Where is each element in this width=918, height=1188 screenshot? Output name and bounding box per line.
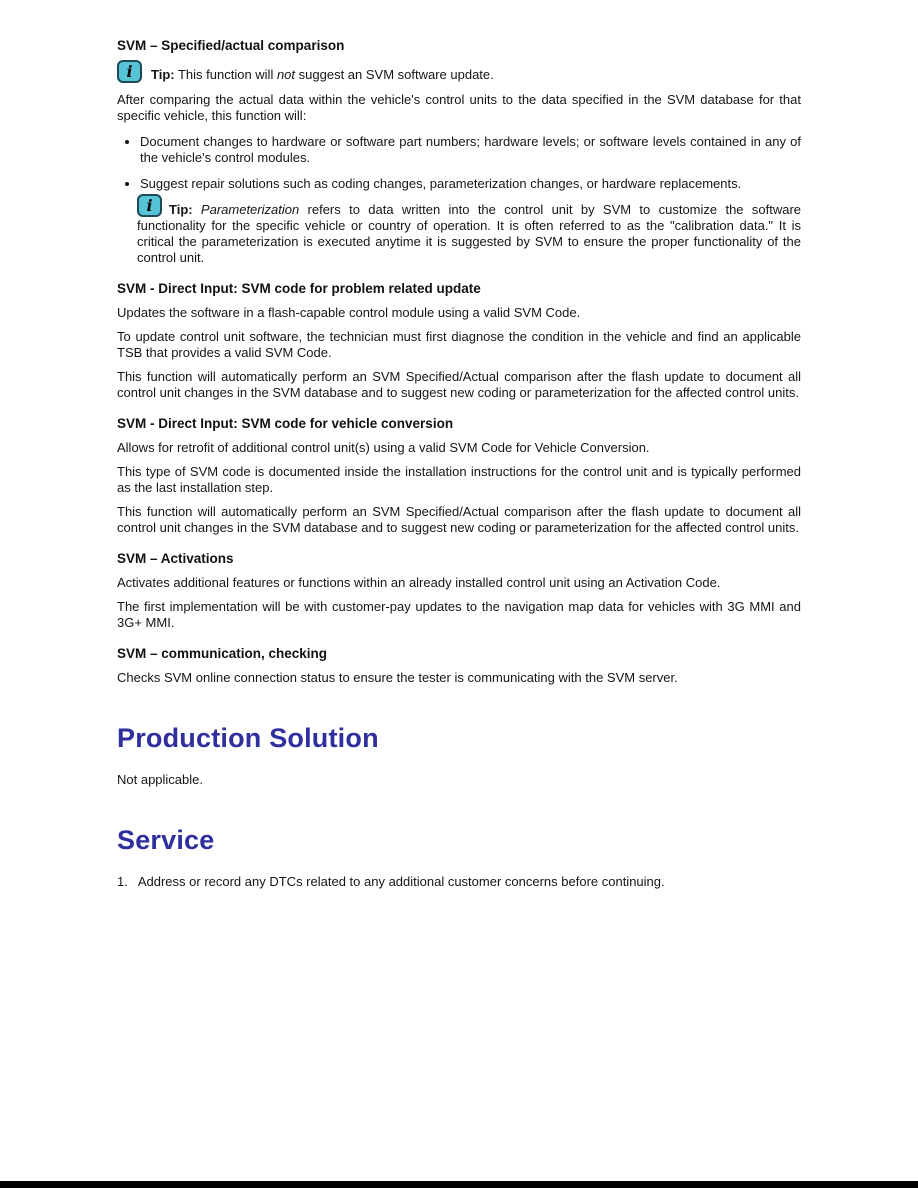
- info-icon: [117, 60, 142, 83]
- tip-text-segment: This function will: [174, 67, 277, 82]
- tip-note-parameterization: [137, 195, 801, 266]
- paragraph-to-update: To update control unit software, the technician must first diagnose the condition in the vehicle and find an applicable TSB that provides a valid SVM Code.: [117, 329, 801, 360]
- info-icon: [137, 194, 162, 217]
- paragraph-updates-software: Updates the software in a flash-capable control module using a valid SVM Code.: [117, 305, 581, 320]
- tip-label: Tip:: [169, 202, 193, 217]
- tip-text-segment: refers to data written into the control unit by SVM to customize the software functionality for the specific vehicle or country of operation. It is often referred to as the "calibration data." It is critical the parameterization is executed anytime it is suggested by SVM to ensure the proper functionality of the control unit.: [137, 202, 801, 265]
- paragraph-checks-connection: Checks SVM online connection status to ensure the tester is communicating with the SVM server.: [117, 670, 678, 685]
- page-bottom-bar: [0, 1181, 918, 1188]
- tip-label: Tip:: [151, 67, 175, 82]
- list-item: • Document changes to hardware or software part numbers; hardware levels; or software levels contained in any of the vehicle's control modules.: [140, 134, 801, 166]
- heading-production-solution: Production Solution: [117, 723, 379, 753]
- tip-text-italic: not: [276, 67, 296, 82]
- tip-text-italic: Parameterization: [192, 202, 300, 217]
- tip-note-software-update: [117, 60, 801, 83]
- paragraph-after-comparing: After comparing the actual data within the vehicle's control units to the data specified in the SVM database for that specific vehicle, this function will:: [117, 92, 801, 123]
- paragraph-activates: Activates additional features or functions within an already installed control unit using an Activation Code.: [117, 575, 721, 590]
- heading-problem-related-update: SVM - Direct Input: SVM code for problem related update: [117, 281, 481, 296]
- tip-text: [151, 67, 494, 83]
- info-icon-glyph: i: [126, 61, 133, 81]
- service-step-1: [117, 874, 801, 890]
- paragraph-allows-retrofit: Allows for retrofit of additional control unit(s) using a valid SVM Code for Vehicle Conversion.: [117, 440, 650, 455]
- heading-vehicle-conversion: SVM - Direct Input: SVM code for vehicle conversion: [117, 416, 454, 431]
- step-number: 1.: [117, 874, 128, 889]
- heading-specified-actual-comparison: SVM – Specified/actual comparison: [117, 38, 345, 53]
- paragraph-not-applicable: Not applicable.: [117, 772, 203, 787]
- step-text: Address or record any DTCs related to any additional customer concerns before continuing.: [137, 874, 665, 889]
- heading-activations: SVM – Activations: [117, 551, 234, 566]
- paragraph-first-implementation: The first implementation will be with customer-pay updates to the navigation map data for vehicles with 3G MMI and 3G+ MMI.: [117, 599, 801, 630]
- tip-text-segment: suggest an SVM software update.: [295, 67, 494, 82]
- heading-service: Service: [117, 825, 215, 855]
- paragraph-type-documented: This type of SVM code is documented inside the installation instructions for the control unit and is typically performed as the last installation step.: [117, 464, 801, 495]
- heading-communication-checking: SVM – communication, checking: [117, 646, 328, 661]
- info-icon-glyph: i: [146, 195, 153, 215]
- comparison-bullet-list: [117, 134, 801, 192]
- list-item: • Suggest repair solutions such as coding changes, parameterization changes, or hardware replacements.: [140, 176, 801, 192]
- paragraph-auto-comparison-2: This function will automatically perform an SVM Specified/Actual comparison after the flash update to document all control unit changes in the SVM database and to suggest new coding or parameterization for the affected control units.: [117, 504, 801, 535]
- paragraph-auto-comparison-1: This function will automatically perform an SVM Specified/Actual comparison after the flash update to document all control unit changes in the SVM database and to suggest new coding or parameterization for the affected control units.: [117, 369, 801, 400]
